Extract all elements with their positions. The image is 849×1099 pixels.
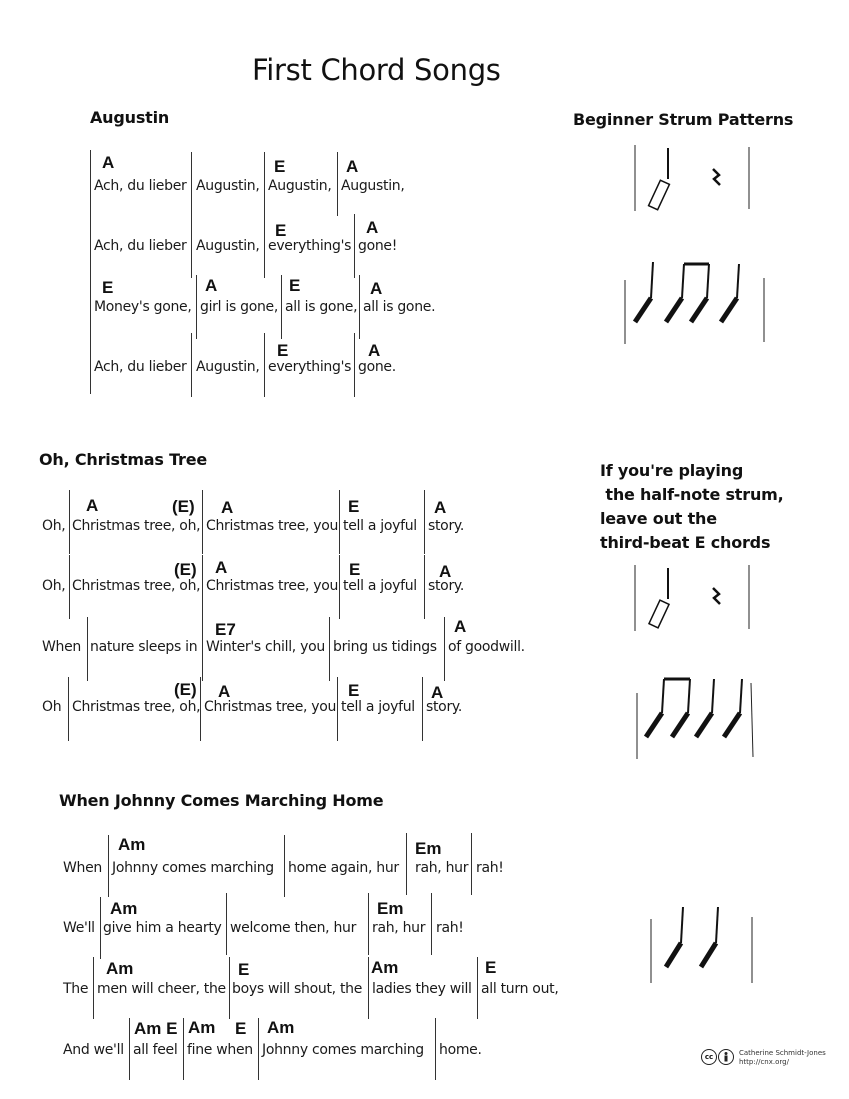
chord: Em (377, 899, 404, 918)
lyric-segment: Money's gone, (94, 299, 192, 315)
lyric-segment: Oh, (42, 518, 66, 534)
lyric-segment: Ach, du lieber (94, 359, 187, 375)
bar-line (108, 835, 109, 897)
chord: A (86, 496, 99, 515)
bar-line (90, 150, 91, 394)
bar-line (258, 1018, 259, 1080)
chord: Am E (134, 1019, 178, 1038)
half-note-strum-icon (630, 145, 760, 215)
lyric-segment: of goodwill. (448, 639, 525, 655)
lyric-segment: rah! (476, 860, 504, 876)
bar-line (424, 490, 425, 554)
chord: E (349, 560, 361, 579)
bar-line (93, 957, 94, 1019)
chord: A (218, 682, 231, 701)
lyric-segment: rah, hur (372, 920, 426, 936)
chord: E (274, 157, 286, 176)
bar-line (191, 152, 192, 216)
lyric-segment: boys will shout, the (232, 981, 363, 997)
bar-line (196, 275, 197, 339)
lyric-segment: Augustin, (341, 178, 405, 194)
strum-note (600, 459, 783, 555)
lyric-segment: welcome then, hur (230, 920, 357, 936)
lyric-segment: home again, hur (288, 860, 399, 876)
lyric-segment: bring us tidings (333, 639, 437, 655)
bar-line (202, 555, 203, 619)
bar-line (284, 835, 285, 897)
lyric-segment: ladies they will (372, 981, 472, 997)
lyric-segment: And we'll (63, 1042, 124, 1058)
chord: E (238, 960, 250, 979)
chord: (E) (172, 497, 195, 516)
bar-line (281, 275, 282, 339)
chord: E (235, 1019, 247, 1038)
chord: Am (188, 1018, 216, 1037)
lyric-segment: all is gone. (363, 299, 436, 315)
credit-url[interactable]: http://cnx.org/ (739, 1058, 789, 1066)
lyric-segment: Christmas tree, oh, (72, 699, 201, 715)
lyric-segment: all turn out, (481, 981, 559, 997)
chord: A (215, 558, 228, 577)
bar-line (69, 555, 70, 619)
lyric-segment: When (63, 860, 103, 876)
chord: (E) (174, 560, 197, 579)
bar-line (202, 490, 203, 554)
bar-line (435, 1018, 436, 1080)
half-note-downstrum-icon (645, 905, 765, 985)
lyric-segment: tell a joyful (343, 518, 417, 534)
chord: Am (110, 899, 138, 918)
chord: A (205, 276, 218, 295)
song-title-when-johnny-comes-marching-home: When Johnny Comes Marching Home (59, 791, 384, 810)
chord: A (454, 617, 467, 636)
bar-line (329, 617, 330, 681)
chord: Am (106, 959, 134, 978)
credit (739, 1049, 826, 1067)
half-note-strum-icon (630, 563, 760, 633)
lyric-segment: home. (439, 1042, 482, 1058)
chord: E (275, 221, 287, 240)
bar-line (471, 833, 472, 895)
lyric-segment: gone! (358, 238, 398, 254)
chord: A (370, 279, 383, 298)
quarter-note-strum-icon (632, 673, 782, 763)
bar-line (354, 333, 355, 397)
lyric-segment: Ach, du lieber (94, 178, 187, 194)
chord: E (348, 681, 360, 700)
song-title-oh-christmas-tree: Oh, Christmas Tree (39, 450, 208, 469)
lyric-segment: The (63, 981, 89, 997)
credit-author: Catherine Schmidt-Jones (739, 1049, 826, 1057)
bar-line (191, 214, 192, 278)
chord: Am (267, 1018, 295, 1037)
lyric-segment: Christmas tree, you (206, 578, 339, 594)
chord: A (221, 498, 234, 517)
bar-line (354, 214, 355, 278)
bar-line (368, 957, 369, 1019)
lyric-segment: story. (428, 518, 465, 534)
lyric-segment: Christmas tree, you (206, 518, 339, 534)
cc-icon: cc (701, 1049, 717, 1065)
bar-line (264, 152, 265, 216)
quarter-note-strum-icon (620, 258, 770, 348)
bar-line (359, 275, 360, 339)
bar-line (202, 617, 203, 681)
strum-heading: Beginner Strum Patterns (573, 110, 794, 129)
bar-line (368, 893, 369, 955)
lyric-segment: gone. (358, 359, 396, 375)
bar-line (337, 152, 338, 216)
lyric-segment: Augustin, (196, 359, 260, 375)
lyric-segment: We'll (63, 920, 95, 936)
lyric-segment: girl is gone, (200, 299, 278, 315)
chord: A (439, 562, 452, 581)
person-icon (719, 1050, 733, 1064)
bar-line (424, 555, 425, 619)
chord: Em (415, 839, 442, 858)
bar-line (264, 333, 265, 397)
bar-line (68, 677, 69, 741)
bar-line (422, 677, 423, 741)
bar-line (229, 957, 230, 1019)
lyric-segment: Oh, (42, 578, 66, 594)
lyric-segment: nature sleeps in (90, 639, 198, 655)
bar-line (477, 957, 478, 1019)
chord: E7 (215, 620, 236, 639)
bar-line (69, 490, 70, 554)
song-title-augustin: Augustin (90, 108, 170, 127)
bar-line (183, 1018, 184, 1080)
chord: Am (118, 835, 146, 854)
lyric-segment: rah, hur (415, 860, 469, 876)
lyric-segment: When (42, 639, 82, 655)
bar-line (87, 617, 88, 681)
attribution-icon (718, 1049, 734, 1065)
chord: Am (371, 958, 399, 977)
lyric-segment: everything's (268, 238, 352, 254)
lyric-segment: give him a hearty (103, 920, 222, 936)
chord: E (485, 958, 497, 977)
bar-line (226, 893, 227, 955)
lyric-segment: Christmas tree, oh, (72, 578, 201, 594)
chord: A (431, 683, 444, 702)
strum-note-line: third-beat E chords (600, 533, 771, 552)
strum-note-line: the half-note strum, (600, 485, 784, 504)
lyric-segment: tell a joyful (343, 578, 417, 594)
chord: E (277, 341, 289, 360)
strum-note-line: If you're playing (600, 461, 744, 480)
chord: (E) (174, 680, 197, 699)
bar-line (431, 893, 432, 955)
page-title: First Chord Songs (252, 53, 501, 87)
lyric-segment: men will cheer, the (97, 981, 226, 997)
lyric-segment: tell a joyful (341, 699, 415, 715)
chord: A (102, 153, 115, 172)
bar-line (129, 1018, 130, 1080)
bar-line (339, 555, 340, 619)
lyric-segment: all feel (133, 1042, 178, 1058)
lyric-segment: Johnny comes marching (112, 860, 274, 876)
lyric-segment: story. (426, 699, 463, 715)
bar-line (191, 333, 192, 397)
lyric-segment: story. (428, 578, 465, 594)
lyric-segment: Christmas tree, you (204, 699, 337, 715)
lyric-segment: Augustin, (196, 238, 260, 254)
bar-line (264, 214, 265, 278)
lyric-segment: Ach, du lieber (94, 238, 187, 254)
chord: E (102, 278, 114, 297)
chord: E (348, 497, 360, 516)
lyric-segment: Augustin, (196, 178, 260, 194)
lyric-segment: Oh (42, 699, 62, 715)
lyric-segment: fine when (187, 1042, 253, 1058)
chord: A (434, 498, 447, 517)
lyric-segment: Christmas tree, oh, (72, 518, 201, 534)
bar-line (339, 490, 340, 554)
lyric-segment: Winter's chill, you (206, 639, 325, 655)
chord: A (366, 218, 379, 237)
lyric-segment: Johnny comes marching (262, 1042, 424, 1058)
strum-note-line: leave out the (600, 509, 717, 528)
lyric-segment: everything's (268, 359, 352, 375)
bar-line (444, 617, 445, 681)
lyric-segment: Augustin, (268, 178, 332, 194)
bar-line (337, 677, 338, 741)
chord: A (346, 157, 359, 176)
bar-line (406, 833, 407, 895)
chord: A (368, 341, 381, 360)
lyric-segment: rah! (436, 920, 464, 936)
bar-line (100, 897, 101, 959)
chord: E (289, 276, 301, 295)
lyric-segment: all is gone, (285, 299, 358, 315)
